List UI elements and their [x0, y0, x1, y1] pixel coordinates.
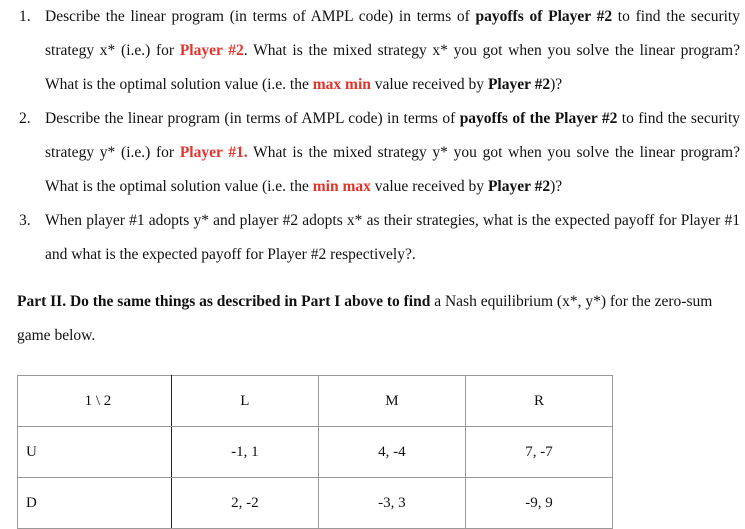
table-cell: 4, -4 [318, 427, 465, 478]
question-1: 1. Describe the linear program (in terms of AMPL code) in terms of payoffs of Player #2 to find the security strategy x* (i.e.) for Player #2. What is the mixed strategy x* you got when you solve the linear program? What is the optimal solution value (i.e. the max min value received by Player #2)? [19, 8, 740, 93]
table-cell: 2, -2 [171, 478, 318, 529]
table-cell: -9, 9 [465, 478, 612, 529]
question-2: 2. Describe the linear program (in terms of AMPL code) in terms of payoffs of the Player #2 to find the security strategy y* (i.e.) for Player #1. What is the mixed strategy y* you got when you solve the linear program? What is the optimal solution value (i.e. the min max value received by Player #2)? [19, 110, 740, 195]
payoff-matrix [17, 375, 613, 529]
table-cell: -1, 1 [171, 427, 318, 478]
table-row [18, 478, 613, 529]
table-cell: U [18, 427, 172, 478]
part-two-instructions: Part II. Do the same things as described in Part I above to find a Nash equilibrium (x*, y*) for the zero-sum game below. [17, 293, 713, 344]
table-cell: D [18, 478, 172, 529]
table-cell: M [318, 376, 465, 427]
table-row [18, 427, 613, 478]
table-cell: -3, 3 [318, 478, 465, 529]
table-cell: R [465, 376, 612, 427]
table-cell: L [171, 376, 318, 427]
question-3: 3. When player #1 adopts y* and player #2 adopts x* as their strategies, what is the expected payoff for Player #1 and what is the expected payoff for Player #2 respectively?. [19, 212, 740, 263]
table-cell: 7, -7 [465, 427, 612, 478]
table-cell: 1 \ 2 [18, 376, 172, 427]
table-header-row [18, 376, 613, 427]
